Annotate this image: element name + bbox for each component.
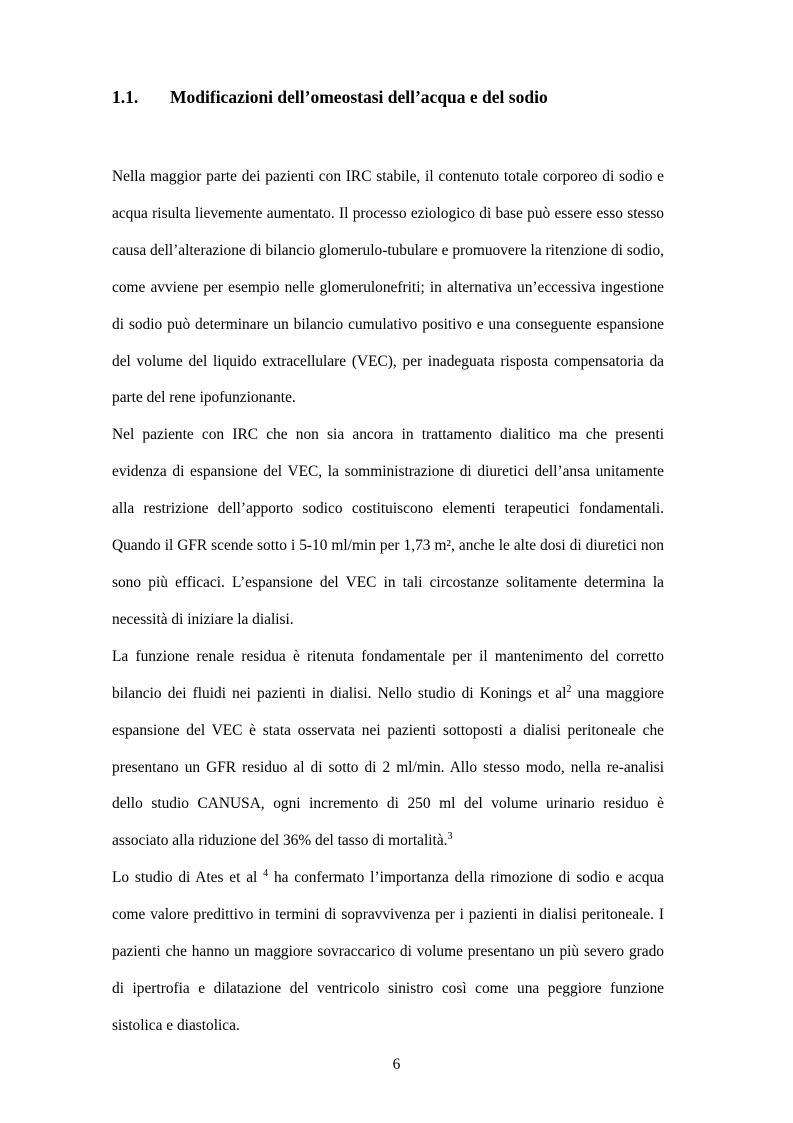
footnote-ref: 3 [447,831,453,843]
paragraph-intro [112,159,664,417]
paragraph-diuretics [112,417,664,638]
paragraph-text: una maggiore espansione del VEC è stata osservata nei pazienti sottoposti a dialisi peritoneale che presentano un GFR residuo al di sotto di 2 ml/min. Allo stesso modo, nella re-analisi dello studio CANUSA, ogni incremento di 250 ml del volume urinario residuo è associato alla riduzione del 36% del tasso di mortalità. [112,684,664,850]
paragraph-text: ha confermato l’importanza della rimozione di sodio e acqua come valore predittivo in termini di sopravvivenza per i pazienti in dialisi peritoneale. I pazienti che hanno un maggiore sovraccarico di volume presentano un più severo grado di ipertrofia e dilatazione del ventricolo sinistro così come una peggiore funzione sistolica e diastolica. [112,869,664,1034]
section-title: Modificazioni dell’omeostasi dell’acqua e del sodio [170,87,548,107]
footnote-ref: 4 [263,868,269,880]
section-heading [112,85,672,109]
paragraph-text: La funzione renale residua è ritenuta fondamentale per il mantenimento del corretto bilancio dei fluidi nei pazienti in dialisi. Nello studio di Konings et al [112,647,664,702]
paragraph-text: Lo studio di Ates et al [112,869,264,887]
body-text [112,159,664,1045]
paragraph-text: Nella maggior parte dei pazienti con IRC stabile, il contenuto totale corporeo di sodio e acqua risulta lievemente aumentato. Il processo eziologico di base può essere esso stesso causa dell’alterazione di bilancio glomerulo-tubulare e promuovere la ritenzione di sodio, come avviene per esempio nelle glomerulonefriti; in alternativa un’eccessiva ingestione di sodio può determinare un bilancio cumulativo positivo e una conseguente espansione del volume del liquido extracellulare (VEC), per inadeguata risposta compensatoria da parte del rene ipofunzionante. [112,168,664,407]
paragraph-text: Nel paziente con IRC che non sia ancora in trattamento dialitico ma che presenti evidenza di espansione del VEC, la somministrazione di diuretici dell’ansa unitamente alla restrizione dell’apporto sodico costituiscono elementi terapeutici fondamentali. Quando il GFR scende sotto i 5-10 ml/min per 1,73 m², anche le alte dosi di diuretici non sono più efficaci. L’espansione del VEC in tali circostanze solitamente determina la necessità di iniziare la dialisi. [112,426,664,628]
footnote-ref: 2 [566,683,572,695]
page-number: 6 [392,1056,401,1073]
paragraph-ates-study [112,860,664,1045]
paragraph-residual-function [112,639,664,860]
section-number: 1.1. [112,87,139,107]
